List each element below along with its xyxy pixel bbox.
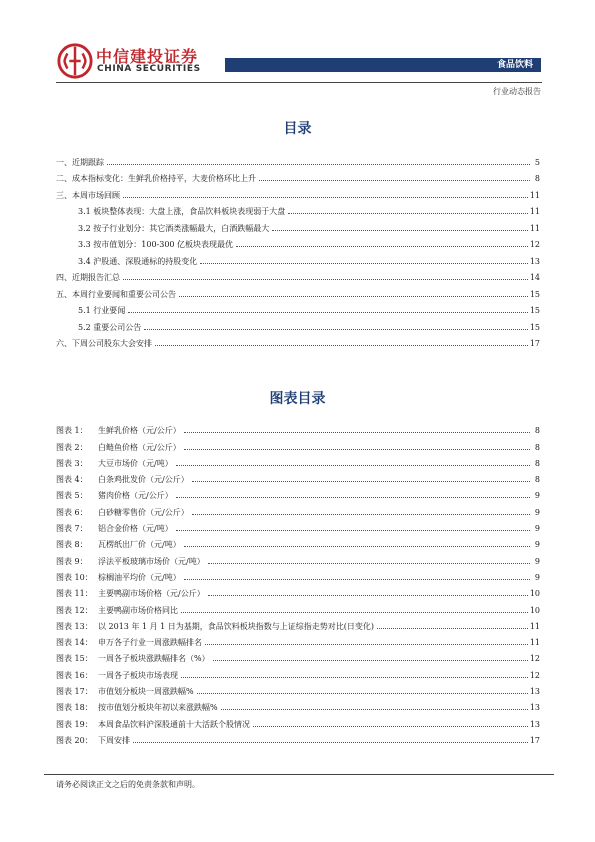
figure-entry-label-wrap — [56, 719, 253, 730]
figure-entry-label: 白鲢鱼价格（元/公斤） — [98, 442, 181, 452]
leader-dots — [133, 742, 528, 743]
figure-entry-label-wrap — [56, 572, 184, 583]
toc-entry-page: 12 — [529, 240, 540, 249]
figure-entry-label: 一周各子板块市场表现 — [98, 670, 178, 680]
figure-entry-page: 8 — [534, 426, 540, 436]
figure-entry[interactable] — [56, 436, 540, 452]
figure-entry[interactable] — [56, 550, 540, 566]
figure-entry-label-wrap — [56, 458, 176, 469]
footer-disclaimer: 请务必阅读正文之后的免责条款和声明。 — [56, 780, 200, 789]
figure-entry[interactable] — [56, 501, 540, 517]
leader-dots — [208, 563, 530, 564]
leader-dots — [184, 546, 530, 547]
figure-entry-page: 13 — [529, 687, 540, 697]
figure-entry-page: 8 — [534, 442, 540, 452]
figure-entry-label-wrap — [56, 556, 208, 567]
leader-dots — [184, 579, 530, 580]
figure-entry-label: 申万各子行业一周涨跌幅排名 — [98, 638, 202, 648]
figure-entry[interactable] — [56, 485, 540, 501]
toc-entry-label: 5.2 重要公司公告 — [78, 322, 142, 332]
figure-entry-label: 主要鸭副市场价格（元/公斤） — [98, 589, 205, 599]
figure-number: 图表 16： — [56, 670, 93, 680]
figure-entry-label: 白砂糖零售价（元/公斤） — [98, 507, 189, 517]
figure-entry-label: 一周各子板块涨跌幅排名（%） — [98, 654, 210, 664]
figure-number: 图表 13： — [56, 621, 93, 631]
figure-number: 图表 17： — [56, 687, 93, 697]
figure-number: 图表 14： — [56, 638, 93, 648]
figure-entry-label-wrap — [56, 507, 192, 518]
toc-entry[interactable] — [56, 234, 540, 251]
figure-entry-label-wrap — [56, 686, 197, 697]
leader-dots — [192, 514, 530, 515]
figure-entry[interactable] — [56, 453, 540, 469]
figure-entry-label-wrap — [56, 523, 176, 534]
toc-entry-label: 六、下周公司股东大会安排 — [56, 339, 152, 348]
figure-entry[interactable] — [56, 730, 540, 746]
toc-entry-page: 11 — [529, 207, 540, 216]
figure-entry-label: 铝合金价格（元/吨） — [98, 524, 173, 534]
brand-name-en: CHINA SECURITIES — [97, 64, 201, 74]
figure-number: 图表 6： — [56, 507, 88, 517]
figure-entry-page: 10 — [529, 589, 540, 599]
figure-number: 图表 1： — [56, 426, 88, 436]
leader-dots — [144, 329, 528, 330]
figure-entry-page: 9 — [534, 507, 540, 517]
figure-number: 图表 5： — [56, 491, 88, 501]
figure-entry-label-wrap — [56, 425, 184, 436]
leader-dots — [236, 246, 528, 247]
figure-entry-label-wrap — [56, 588, 208, 599]
toc-entry-page: 5 — [534, 157, 540, 167]
leader-dots — [205, 644, 528, 645]
figure-number: 图表 12： — [56, 605, 93, 615]
figure-entry-label: 主要鸭副市场价格同比 — [98, 605, 178, 615]
toc-entry-label: 3.2 按子行业划分：其它酒类涨幅最大，白酒跌幅最大 — [78, 223, 270, 233]
header-divider — [56, 82, 542, 83]
figure-number: 图表 8： — [56, 540, 88, 550]
figure-entry[interactable] — [56, 599, 540, 615]
figure-entry[interactable] — [56, 469, 540, 485]
figure-entry-label: 瓦楞纸出厂价（元/吨） — [98, 540, 181, 550]
toc-entry-label: 3.1 板块整体表现：大盘上涨，食品饮料板块表现弱于大盘 — [78, 207, 286, 216]
toc-entry-label: 五、本周行业要闻和重要公司公告 — [56, 289, 176, 299]
footer-divider — [44, 774, 554, 775]
toc-entry[interactable] — [56, 201, 540, 218]
figure-entry-label-wrap — [56, 670, 181, 681]
toc-entry-page: 11 — [529, 223, 540, 233]
figure-entry[interactable] — [56, 713, 540, 729]
figure-entry-label-wrap — [56, 653, 213, 664]
leader-dots — [377, 628, 528, 629]
leader-dots — [181, 677, 528, 678]
toc-entry-page: 14 — [529, 273, 540, 282]
figure-number: 图表 19： — [56, 719, 93, 729]
toc-entry[interactable] — [56, 168, 540, 185]
leader-dots — [221, 709, 528, 710]
figure-toc-title: 图表目录 — [269, 391, 326, 407]
figure-entry-label-wrap — [56, 621, 377, 632]
figure-entry-label-wrap — [56, 442, 184, 453]
leader-dots — [181, 612, 528, 613]
toc-entry[interactable] — [56, 217, 540, 234]
figure-entry-label: 浮法平板玻璃市场价（元/吨） — [98, 556, 205, 566]
figure-entry-page: 9 — [534, 572, 540, 582]
figure-entry-page: 10 — [529, 605, 540, 615]
figure-entry[interactable] — [56, 632, 540, 648]
leader-dots — [155, 345, 528, 346]
figure-number: 图表 11： — [56, 589, 93, 599]
report-type: 行业动态报告 — [493, 87, 541, 96]
figure-entry[interactable] — [56, 420, 540, 436]
leader-dots — [192, 481, 530, 482]
toc-entry-page: 15 — [529, 289, 540, 299]
leader-dots — [200, 263, 528, 264]
figure-number: 图表 10： — [56, 572, 93, 582]
figure-entry-page: 9 — [534, 540, 540, 550]
leader-dots — [128, 312, 528, 313]
figure-number: 图表 2： — [56, 442, 88, 452]
leader-dots — [123, 279, 528, 280]
leader-dots — [176, 530, 530, 531]
figure-number: 图表 4： — [56, 475, 88, 485]
toc-list — [56, 151, 540, 349]
figure-entry-page: 11 — [529, 621, 540, 631]
figure-entry-label: 以 2013 年 1 月 1 日为基期，食品饮料板块指数与上证综指走势对比(日变化) — [98, 621, 375, 631]
toc-entry-page: 8 — [534, 174, 540, 183]
figure-entry-label-wrap — [56, 605, 181, 616]
sector-label: 食品饮料 — [496, 60, 533, 70]
figure-number: 图表 15： — [56, 654, 93, 664]
figure-entry-label-wrap — [56, 702, 221, 713]
leader-dots — [208, 595, 528, 596]
figure-entry[interactable] — [56, 567, 540, 583]
leader-dots — [197, 693, 528, 694]
figure-entry-label: 市值划分板块一周涨跌幅% — [98, 687, 194, 697]
toc-entry[interactable] — [56, 267, 540, 284]
leader-dots — [253, 726, 528, 727]
toc-entry-label: 3.3 按市值划分：100-300 亿板块表现最优 — [78, 240, 234, 249]
figure-entry[interactable] — [56, 534, 540, 550]
leader-dots — [176, 465, 530, 466]
toc-entry-label: 3.4 沪股通、深股通标的持股变化 — [78, 256, 198, 266]
figure-entry-label: 大豆市场价（元/吨） — [98, 458, 173, 468]
figure-entry[interactable] — [56, 664, 540, 680]
figure-entry-page: 13 — [529, 719, 540, 729]
toc-entry[interactable] — [56, 250, 540, 267]
figure-entry-page: 12 — [529, 670, 540, 680]
leader-dots — [107, 164, 530, 165]
toc-title: 目录 — [283, 121, 312, 137]
figure-entry-label: 生鲜乳价格（元/公斤） — [98, 426, 181, 436]
figure-entry[interactable] — [56, 697, 540, 713]
figure-entry-label: 棕榈油平均价（元/吨） — [98, 572, 181, 582]
sector-bar — [225, 58, 541, 72]
brand-name-cn: 中信建投证券 — [96, 47, 199, 66]
figure-number: 图表 9： — [56, 556, 88, 566]
company-logo-icon — [56, 42, 94, 80]
toc-entry[interactable] — [56, 283, 540, 300]
leader-dots — [184, 432, 530, 433]
figure-entry-page: 11 — [529, 638, 540, 648]
toc-entry-label: 5.1 行业要闻 — [78, 306, 126, 315]
figure-toc-list — [56, 420, 540, 746]
toc-entry-page: 15 — [529, 306, 540, 315]
figure-entry-page: 8 — [534, 475, 540, 485]
toc-entry[interactable] — [56, 333, 540, 350]
toc-entry-page: 11 — [529, 190, 540, 200]
figure-entry[interactable] — [56, 616, 540, 632]
figure-entry-page: 9 — [534, 524, 540, 534]
figure-number: 图表 3： — [56, 458, 88, 468]
figure-entry-label: 本周食品饮料沪深股通前十大活跃个股情况 — [98, 719, 250, 729]
figure-number: 图表 7： — [56, 524, 88, 534]
figure-entry-label: 按市值划分板块年初以来涨跌幅% — [98, 703, 218, 713]
figure-number: 图表 18： — [56, 703, 93, 713]
figure-entry-page: 12 — [529, 654, 540, 664]
figure-entry[interactable] — [56, 518, 540, 534]
figure-entry-page: 13 — [529, 703, 540, 713]
figure-entry-page: 9 — [534, 491, 540, 501]
figure-entry[interactable] — [56, 681, 540, 697]
leader-dots — [179, 296, 528, 297]
toc-entry[interactable] — [56, 316, 540, 333]
page-header — [0, 0, 595, 96]
leader-dots — [288, 213, 528, 214]
leader-dots — [259, 180, 530, 181]
figure-number: 图表 20： — [56, 735, 93, 745]
figure-entry-label: 猪肉价格（元/公斤） — [98, 491, 173, 501]
figure-entry-page: 8 — [534, 458, 540, 468]
figure-entry-label-wrap — [56, 490, 176, 501]
leader-dots — [176, 497, 530, 498]
toc-entry-label: 一、近期跟踪 — [56, 157, 104, 167]
figure-entry-label: 下周安排 — [98, 735, 130, 745]
toc-entry-label: 二、成本指标变化：生鲜乳价格持平，大麦价格环比上升 — [56, 174, 256, 183]
figure-entry-label-wrap — [56, 539, 184, 550]
toc-entry-page: 15 — [529, 322, 540, 332]
toc-entry[interactable] — [56, 151, 540, 168]
leader-dots — [213, 660, 528, 661]
figure-entry-label-wrap — [56, 474, 192, 485]
leader-dots — [184, 449, 530, 450]
toc-entry-page: 13 — [529, 256, 540, 266]
figure-entry[interactable] — [56, 648, 540, 664]
toc-entry[interactable] — [56, 184, 540, 201]
toc-entry[interactable] — [56, 300, 540, 317]
toc-entry-page: 17 — [529, 339, 540, 348]
toc-entry-label: 三、本周市场回顾 — [56, 190, 120, 200]
figure-entry[interactable] — [56, 583, 540, 599]
leader-dots — [272, 230, 528, 231]
figure-entry-label-wrap — [56, 637, 205, 648]
toc-entry-label: 四、近期报告汇总 — [56, 273, 120, 282]
figure-entry-label: 白条鸡批发价（元/公斤） — [98, 475, 189, 485]
figure-entry-page: 17 — [529, 735, 540, 745]
leader-dots — [123, 197, 528, 198]
figure-entry-page: 9 — [534, 556, 540, 566]
figure-entry-label-wrap — [56, 735, 133, 746]
